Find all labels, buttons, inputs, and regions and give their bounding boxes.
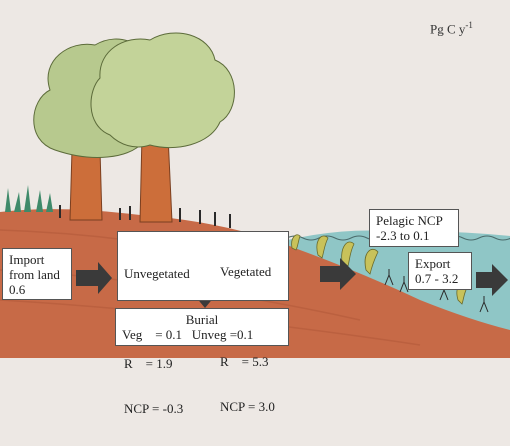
tree-canopy-right bbox=[91, 33, 234, 148]
import-label-line2: from land bbox=[9, 267, 60, 282]
burial-values: Veg = 0.1 Unveg =0.1 bbox=[122, 327, 254, 342]
export-box bbox=[408, 252, 472, 290]
land-grasses bbox=[5, 185, 53, 212]
import-value: 0.6 bbox=[9, 282, 26, 297]
vegetated-r: R = 5.3 bbox=[220, 354, 269, 369]
units-superscript: -1 bbox=[465, 20, 473, 30]
vegetated-ncp: NCP = 3.0 bbox=[220, 399, 275, 414]
burial-title: Burial bbox=[185, 312, 219, 327]
export-range: 0.7 - 3.2 bbox=[415, 271, 459, 286]
pelagic-range: -2.3 to 0.1 bbox=[376, 228, 430, 243]
units-text: Pg C y bbox=[430, 21, 466, 37]
burial-box bbox=[115, 308, 289, 346]
vegetated-title: Vegetated bbox=[220, 264, 272, 279]
pelagic-ncp-box bbox=[369, 209, 459, 247]
tree-trunk-left bbox=[70, 150, 102, 220]
import-box bbox=[2, 248, 72, 300]
unvegetated-ncp: NCP = -0.3 bbox=[124, 401, 184, 416]
unvegetated-title: Unvegetated bbox=[124, 266, 190, 281]
pelagic-title: Pelagic NCP bbox=[376, 213, 443, 228]
unvegetated-r: R = 1.9 bbox=[124, 356, 173, 371]
export-title: Export bbox=[415, 256, 451, 271]
import-label-line1: Import bbox=[9, 252, 45, 267]
units-label bbox=[430, 20, 473, 37]
